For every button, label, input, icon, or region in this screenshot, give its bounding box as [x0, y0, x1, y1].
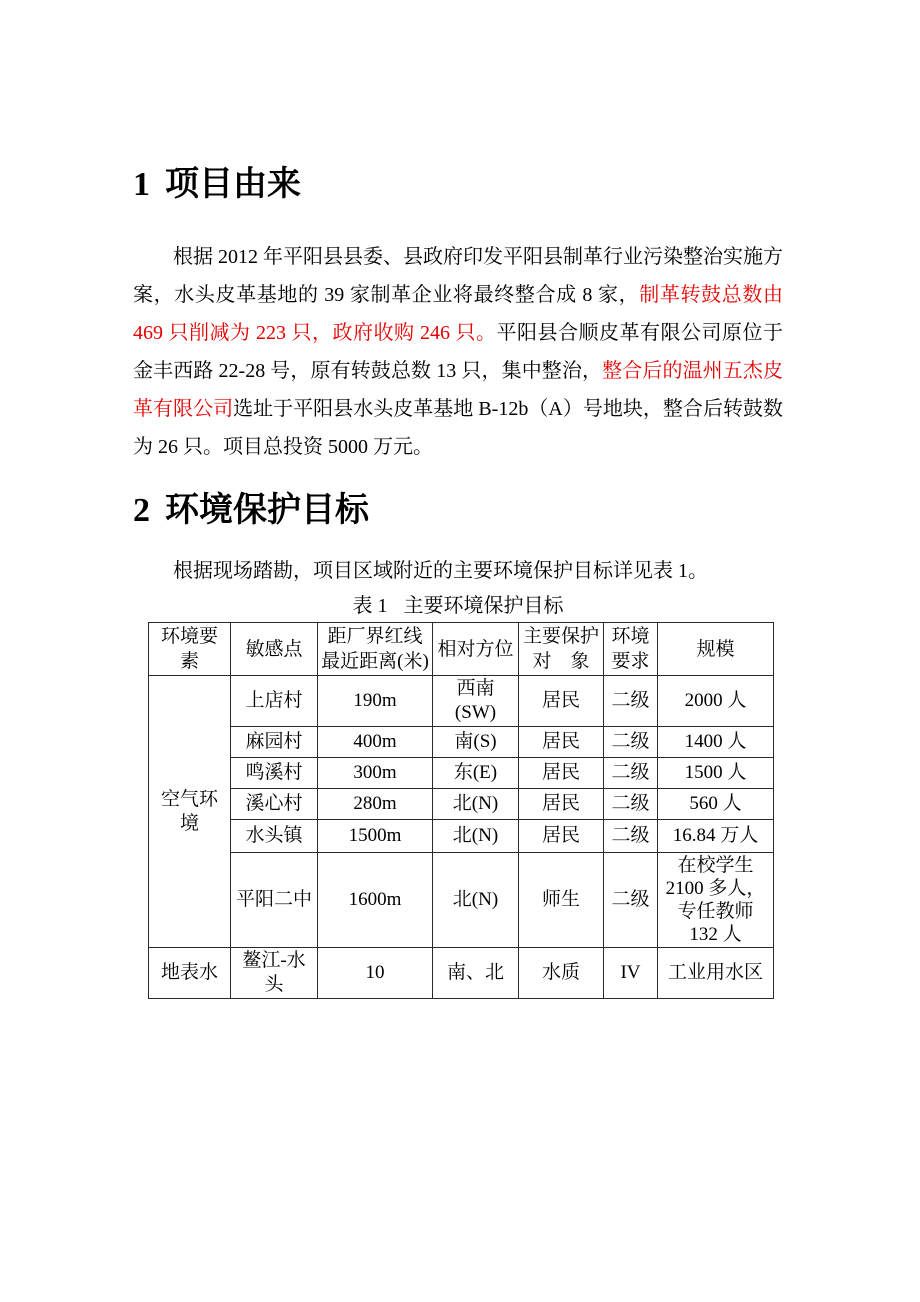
cell-distance: 280m: [318, 789, 433, 820]
table-row: [149, 676, 774, 727]
cell-direction: 北(N): [433, 789, 519, 820]
cell-direction: 北(N): [433, 820, 519, 853]
table-row: [149, 820, 774, 853]
col-header-scale: 规模: [658, 623, 774, 676]
cell-scale: 560 人: [658, 789, 774, 820]
cell-scale: 1500 人: [658, 758, 774, 789]
cell-sensitive-point: 溪心村: [231, 789, 318, 820]
cell-distance: 400m: [318, 727, 433, 758]
cell-scale: 在校学生 2100 多人，专任教师 132 人: [658, 853, 774, 948]
cell-scale: 2000 人: [658, 676, 774, 727]
project-origin-paragraph: [133, 238, 783, 466]
section2-heading: [133, 486, 783, 536]
cell-sensitive-point: 平阳二中: [231, 853, 318, 948]
cell-direction: 南、北: [433, 948, 519, 999]
cell-requirement: IV: [604, 948, 658, 999]
cell-sensitive-point: 水头镇: [231, 820, 318, 853]
table-row: [149, 789, 774, 820]
cell-sensitive-point: 上店村: [231, 676, 318, 727]
environment-targets-table: [148, 622, 774, 999]
section1-heading: [133, 160, 783, 210]
cell-distance: 1600m: [318, 853, 433, 948]
cell-element-water: 地表水: [149, 948, 231, 999]
cell-direction: 北(N): [433, 853, 519, 948]
cell-scale: 工业用水区: [658, 948, 774, 999]
cell-requirement: 二级: [604, 727, 658, 758]
table-caption: [133, 592, 783, 620]
cell-sensitive-point: 鸣溪村: [231, 758, 318, 789]
cell-sensitive-point: 麻园村: [231, 727, 318, 758]
cell-direction: 东(E): [433, 758, 519, 789]
cell-direction: 西南(SW): [433, 676, 519, 727]
cell-protected-object: 居民: [519, 676, 604, 727]
cell-protected-object: 水质: [519, 948, 604, 999]
cell-requirement: 二级: [604, 789, 658, 820]
cell-protected-object: 居民: [519, 789, 604, 820]
cell-protected-object: 师生: [519, 853, 604, 948]
col-header-requirement: 环境要求: [604, 623, 658, 676]
cell-scale: 1400 人: [658, 727, 774, 758]
table-caption-title: 主要环境保护目标: [403, 595, 564, 617]
survey-paragraph: 根据现场踏勘，项目区域附近的主要环境保护目标详见表 1。: [173, 560, 708, 582]
red-text-segment: 制革转鼓总数由 469 只削减为 223 只，政府收购 246 只。: [133, 284, 783, 344]
section1-title: 项目由来: [165, 166, 301, 203]
cell-protected-object: 居民: [519, 758, 604, 789]
cell-requirement: 二级: [604, 758, 658, 789]
cell-requirement: 二级: [604, 853, 658, 948]
col-header-protected-object: 主要保护对 象: [519, 623, 604, 676]
section2-number: 2: [133, 492, 150, 529]
text-segment: 根据 2012 年平阳县县委、县政府印发平阳县制革行业污染整治实施方案，水头皮革基地的 39 家制革企业将最终整合成 8 家，: [133, 246, 783, 306]
cell-protected-object: 居民: [519, 727, 604, 758]
cell-distance: 10: [318, 948, 433, 999]
table-row: [149, 727, 774, 758]
cell-distance: 1500m: [318, 820, 433, 853]
cell-direction: 南(S): [433, 727, 519, 758]
section2-title: 环境保护目标: [165, 492, 369, 529]
cell-requirement: 二级: [604, 676, 658, 727]
cell-distance: 300m: [318, 758, 433, 789]
table-caption-label: 表 1: [352, 595, 388, 617]
cell-protected-object: 居民: [519, 820, 604, 853]
col-header-sensitive-point: 敏感点: [231, 623, 318, 676]
red-text-segment: 整合后的温州五杰皮革有限公司: [133, 360, 783, 420]
text-segment: 选址于平阳县水头皮革基地 B-12b（A）号地块，整合后转鼓数为 26 只。项目总投资 5000 万元。: [133, 398, 783, 458]
table-header-row: [149, 623, 774, 676]
cell-distance: 190m: [318, 676, 433, 727]
text-segment: 平阳县合顺皮革有限公司原位于金丰西路 22-28 号，原有转鼓总数 13 只，集中整治，: [133, 322, 783, 382]
section1-number: 1: [133, 166, 150, 203]
table-row: [149, 853, 774, 948]
table-row: [149, 948, 774, 999]
col-header-element: 环境要素: [149, 623, 231, 676]
col-header-distance: 距厂界红线最近距离(米): [318, 623, 433, 676]
col-header-direction: 相对方位: [433, 623, 519, 676]
cell-element-air: 空气环境: [149, 676, 231, 948]
cell-requirement: 二级: [604, 820, 658, 853]
table-row: [149, 758, 774, 789]
cell-scale: 16.84 万人: [658, 820, 774, 853]
cell-sensitive-point: 鳌江-水头: [231, 948, 318, 999]
